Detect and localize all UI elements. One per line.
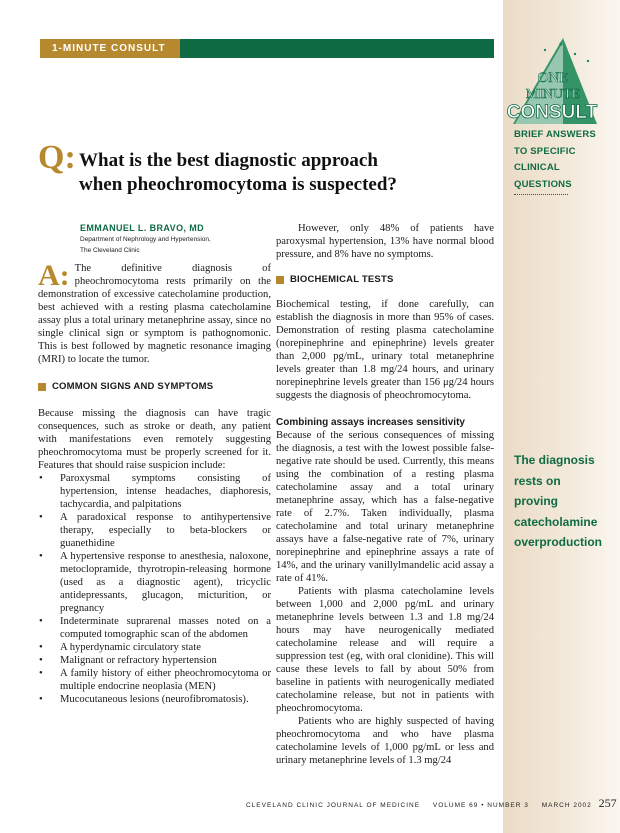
signs-list bbox=[38, 472, 271, 706]
signs-heading-text: COMMON SIGNS AND SYMPTOMS bbox=[52, 381, 214, 392]
combining-subheading: Combining assays increases sensitivity bbox=[276, 417, 465, 428]
footer-date: MARCH 2002 bbox=[541, 802, 592, 809]
one-minute-consult-logo bbox=[505, 36, 600, 126]
author-block bbox=[80, 223, 211, 255]
author-department: Department of Nephrology and Hypertension, bbox=[80, 236, 211, 243]
list-item: • Paroxysmal symptoms consisting of hypertension, intense headaches, diaphoresis, tachycardia, and palpitations bbox=[52, 472, 271, 511]
combining-paragraph-2: Patients with plasma catecholamine levels between 1,000 and 2,000 pg/mL and urinary metanephrine levels between 1.3 and 1.8 mg/24 hours may have neurogenically mediated catecholamine release and will require a suppression test (eg, with oral clonidine). This will cause these levels to fall by about 50% from baseline in patients with neurogenically mediated catecholamine release, but not in patients with pheochromocytoma. bbox=[276, 586, 494, 714]
footer-journal: CLEVELAND CLINIC JOURNAL OF MEDICINE bbox=[246, 802, 421, 809]
list-item: • A family history of either pheochromocytoma or multiple endocrine neoplasia (MEN) bbox=[52, 667, 271, 693]
question-title-line: What is the best diagnostic approach bbox=[79, 150, 378, 171]
left-column bbox=[38, 259, 271, 706]
tagline-line: CLINICAL bbox=[514, 162, 560, 173]
question-marker: Q: bbox=[38, 139, 76, 176]
author-institution: The Cleveland Clinic bbox=[80, 247, 140, 254]
combining-paragraph-1: Because of the serious consequences of missing the diagnosis, a test with the lowest possible false-negative rate should be used. Currently, this means using the combination of a resting plasma catecholamine assay and a total urinary metanephrine assay, which has a false-negative rate of 2.7%. Taken individually, plasma catecholamine and total urinary metanephrine assays have a false-negative rate of 7%, urinary norepinephrine and epinephrine assays a rate of 14%, and the urinary vanillylmandelic acid assay a rate of 41%. bbox=[276, 430, 494, 584]
logo-line-consult: CONSULT bbox=[506, 102, 598, 123]
pull-quote-line: catecholamine bbox=[514, 514, 598, 529]
tagline-line: BRIEF ANSWERS bbox=[514, 129, 596, 140]
sidebar-tagline bbox=[514, 127, 604, 193]
biochem-heading bbox=[276, 273, 494, 286]
signs-intro: Because missing the diagnosis can have tragic consequences, such as stroke or death, any patient with manifestations even remotely suggesting pheochromocytoma must be properly screened for it. Features that should raise suspicion include: bbox=[38, 408, 271, 471]
right-intro-paragraph: However, only 48% of patients have paroxysmal hypertension, 13% have normal blood pressure, and 8% have no symptoms. bbox=[276, 223, 494, 260]
tagline-line: QUESTIONS bbox=[514, 178, 572, 190]
footer-volume: VOLUME 69 • NUMBER 3 bbox=[432, 802, 529, 809]
pull-quote bbox=[514, 450, 604, 553]
logo-line-one: ONE bbox=[537, 70, 569, 86]
answer-text: The definitive diagnosis of pheochromocytoma rests primarily on the demonstration of excessive catecholamine production, best achieved with a resting plasma catecholamine assay plus a total urinary metanephrine assay, since no single clinical sign or symptom is pathognomonic. This is best followed by magnetic resonance imaging (MRI) to locate the tumor. bbox=[38, 263, 271, 365]
list-item: • Mucocutaneous lesions (neurofibromatosis). bbox=[52, 693, 271, 706]
sidebar-divider bbox=[514, 194, 568, 195]
biochem-paragraph: Biochemical testing, if done carefully, can establish the diagnosis in more than 95% of cases. Demonstration of resting plasma catecholamine (norepinephrine and epinephrine) levels greater than 2,000 pg/mL, urinary total metanephrine levels greater than 1.8 mg/24 hours, and urinary norepinephrine levels greater than 156 μg/24 hours suggests the diagnosis of pheochromocytoma. bbox=[276, 299, 494, 401]
banner-label: 1-MINUTE CONSULT bbox=[40, 39, 180, 58]
list-item: • A hyperdynamic circulatory state bbox=[52, 641, 271, 654]
answer-marker: A: bbox=[38, 259, 70, 292]
question-title-line: when pheochromocytoma is suspected? bbox=[79, 174, 397, 195]
logo-line-minute: MINUTE bbox=[525, 87, 581, 102]
list-item: • Malignant or refractory hypertension bbox=[52, 654, 271, 667]
question-title bbox=[79, 149, 499, 197]
page-number: 257 bbox=[598, 796, 617, 810]
list-item: • A paradoxical response to antihypertensive therapy, especially to beta-blockers or guanethidine bbox=[52, 511, 271, 550]
list-item: • Indeterminate suprarenal masses noted on a computed tomographic scan of the abdomen bbox=[52, 615, 271, 641]
list-item: • A hypertensive response to anesthesia, naloxone, metoclopramide, thyrotropin-releasing hormone (used as a diagnostic agent), tricyclic antidepressants, glucagon, micturition, or pregnancy bbox=[52, 550, 271, 615]
heading-square-icon bbox=[38, 383, 46, 391]
answer-paragraph bbox=[38, 259, 271, 366]
heading-square-icon bbox=[276, 276, 284, 284]
section-banner bbox=[40, 39, 494, 58]
page-footer bbox=[246, 796, 617, 811]
right-column bbox=[276, 222, 494, 767]
pull-quote-line: rests on proving bbox=[514, 473, 561, 508]
author-name: EMMANUEL L. BRAVO, MD bbox=[80, 223, 205, 233]
pull-quote-line: The diagnosis bbox=[514, 453, 595, 467]
signs-heading bbox=[38, 380, 271, 393]
tagline-line: TO SPECIFIC bbox=[514, 145, 576, 157]
pull-quote-line: overproduction bbox=[514, 535, 603, 549]
biochem-heading-text: BIOCHEMICAL TESTS bbox=[290, 274, 394, 285]
combining-paragraph-3: Patients who are highly suspected of having pheochromocytoma and who have plasma catecholamine levels of 1,000 pg/mL or less and urinary metanephrine levels of 1.3 mg/24 bbox=[276, 716, 494, 766]
